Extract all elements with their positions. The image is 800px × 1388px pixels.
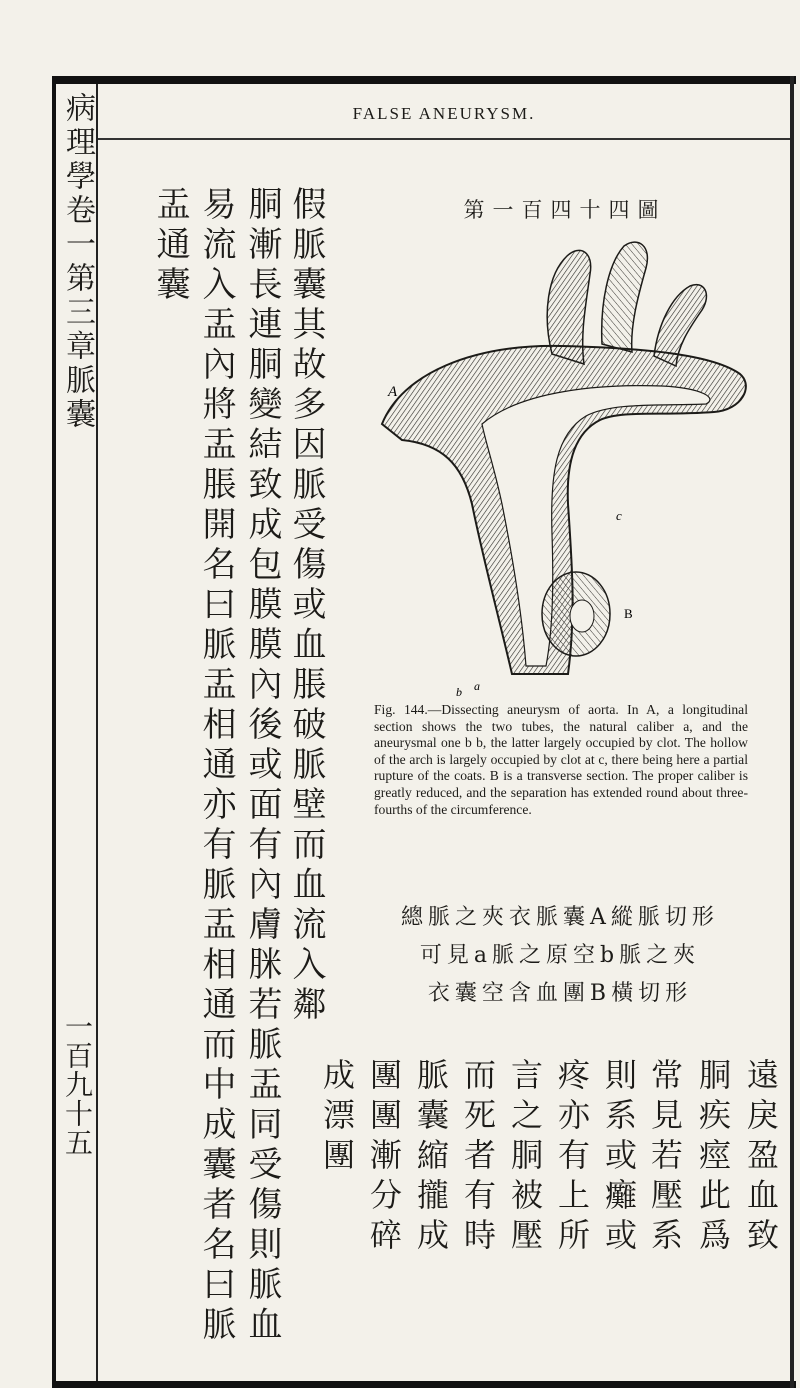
header-divider <box>98 138 790 140</box>
page-frame-left <box>52 76 56 1388</box>
lower-text-column: 而死者有時 <box>459 1058 497 1258</box>
aorta-illustration <box>362 234 752 704</box>
lower-text-column: 脈囊縮攏成 <box>412 1058 450 1258</box>
lower-text-column: 常見若壓系 <box>646 1058 684 1258</box>
text-column: 易流入盂內將盂脹開名曰脈盂相通亦有脈盂相通而中成囊者名曰脈 <box>196 186 236 1346</box>
margin-page-number: 一百九十五 <box>61 1012 94 1157</box>
lower-text-column: 成漂團 <box>318 1058 356 1178</box>
chinese-caption-line: 可見a脈之原空b脈之夾 <box>419 943 701 968</box>
text-column: 假脈囊其故多因脈受傷或血脹破脈壁而血流入鄰 <box>286 186 326 1026</box>
figure-title: 第一百四十四圖 <box>463 198 667 222</box>
chinese-caption-line: 衣囊空含血團B橫切形 <box>427 981 693 1006</box>
lower-text-column: 疼亦有上所 <box>553 1058 591 1258</box>
figure-label: B <box>624 606 633 621</box>
figure-label: b <box>456 685 462 699</box>
text-column: 胴漸長連胴變結致成包膜膜內後或面有內膚脒若脈盂同受傷則脈血 <box>242 186 282 1346</box>
lower-text-column: 團團漸分碎 <box>365 1058 403 1258</box>
page-frame-right <box>790 76 794 1388</box>
lower-text-column: 則系或癱或 <box>600 1058 638 1258</box>
margin-book-title: 病理學卷一第三章脈囊 <box>60 92 95 432</box>
lower-text-column: 遠戾盈血致 <box>742 1058 780 1258</box>
lower-text-column: 胴疾痙此爲 <box>694 1058 732 1258</box>
figure-label: A <box>388 384 398 400</box>
running-header: FALSE ANEURYSM. <box>352 104 536 123</box>
figure-caption: Fig. 144.—Dissecting aneurysm of aorta. In A, a longitudinal section shows the two tubes, the natural caliber a, and the aneurysmal one b b, the latter largely occupied by clot. The hollow of the arch is largely occupied by clot at c, there being here a partial rupture of the coats. B is a transverse section. The proper caliber is greatly reduced, and the separation has extended round about three-fourths of the circumference. <box>374 702 748 817</box>
page-frame-top <box>52 76 796 84</box>
figure-label: a <box>474 679 480 693</box>
margin-divider <box>96 84 98 1381</box>
text-column: 盂通囊 <box>150 186 190 306</box>
transverse-lumen <box>570 600 594 632</box>
chinese-caption-line: 總脈之夾衣脈囊A縱脈切形 <box>401 905 719 930</box>
page-frame-bottom <box>52 1381 796 1388</box>
lower-text-column: 言之胴被壓 <box>506 1058 544 1258</box>
aortic-branch <box>602 242 648 352</box>
figure-label: c <box>616 508 622 523</box>
